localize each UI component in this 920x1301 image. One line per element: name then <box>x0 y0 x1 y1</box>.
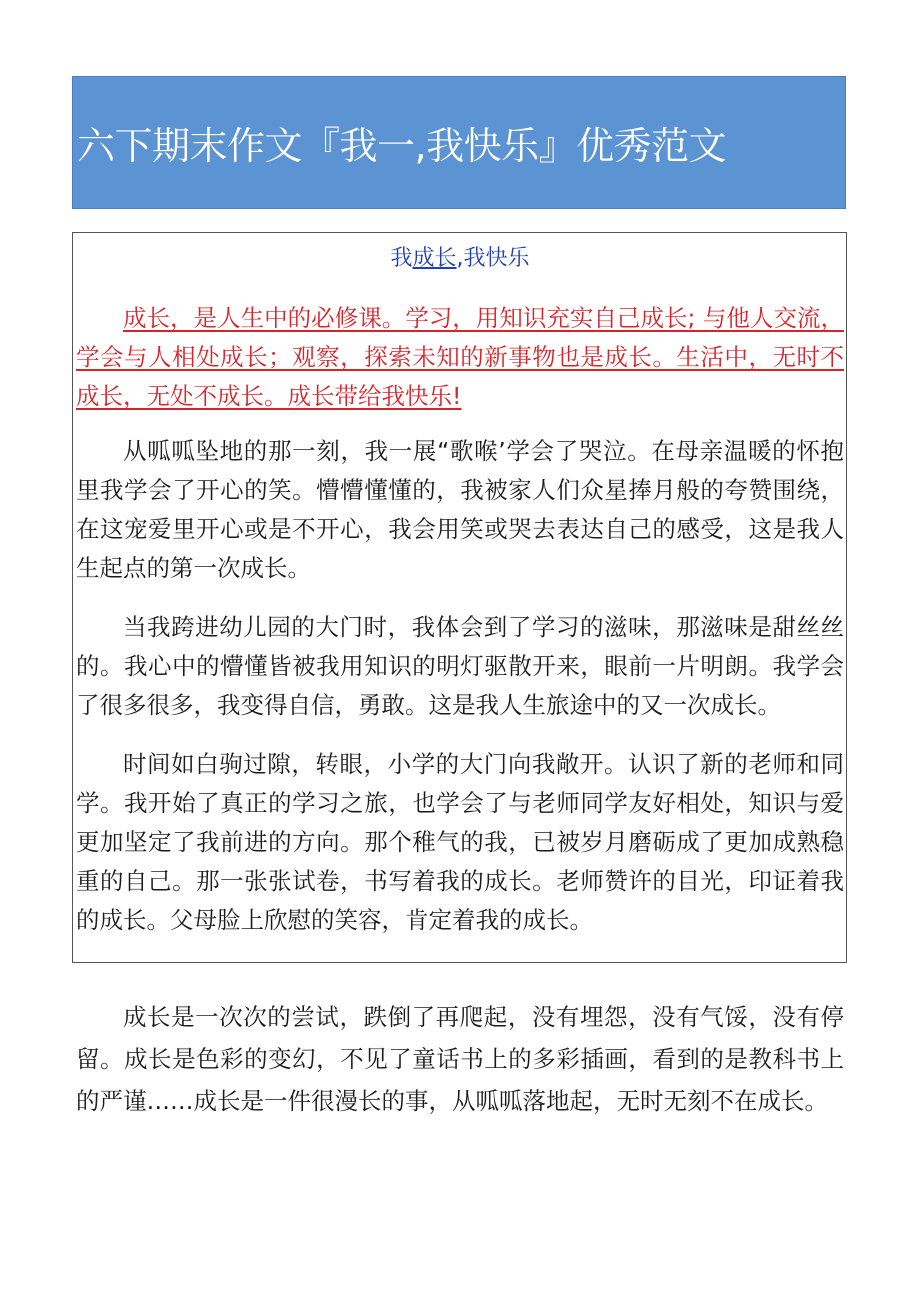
title-banner <box>72 76 846 209</box>
essay-paragraph-3: 时间如白驹过隙，转眼，小学的大门向我敞开。认识了新的老师和同学。我开始了真正的学习之旅，也学会了与老师同学友好相处，知识与爱更加坚定了我前进的方向。那个稚气的我，已被岁月磨砺成了更加成熟稳重的自己。那一张张试卷，书写着我的成长。老师赞许的目光，印证着我的成长。父母脸上欣慰的笑容，肯定着我的成长。 <box>76 750 844 934</box>
essay-paragraph-2: 当我跨进幼儿园的大门时，我体会到了学习的滋味，那滋味是甜丝丝的。我心中的懵懂皆被我用知识的明灯驱散开来，眼前一片明朗。我学会了很多很多，我变得自信，勇敢。这是我人生旅途中的又一次成长。 <box>76 613 844 719</box>
essay-title-part2: 成长 <box>412 246 457 271</box>
essay-paragraph-1: 从呱呱坠地的那一刻，我一展“歌喉’学会了哭泣。在母亲温暖的怀抱里我学会了开心的笑。懵懵懂懂的，我被家人们众星捧月般的夸赞围绕，在这宠爱里开心或是不开心，我会用笑或哭去表达自己的感受，这是我人生起点的第一次成长。 <box>76 437 844 582</box>
essay-title-part1: 我 <box>390 246 413 271</box>
essay-intro: 成长，是人生中的必修课。学习，用知识充实自己成长; 与他人交流，学会与人相处成长；观察，探索未知的新事物也是成长。生活中，无时不成长，无处不成长。成长带给我快乐! <box>76 304 844 410</box>
closing-paragraph: 成长是一次次的尝试，跌倒了再爬起，没有埋怨，没有气馁，没有停留。成长是色彩的变幻，不见了童话书上的多彩插画，看到的是教科书上的严谨……成长是一件很漫长的事，从呱呱落地起，无时无刻不在成长。 <box>76 1003 844 1115</box>
page-title: 六下期末作文『我一,我快乐』优秀范文 <box>77 124 727 168</box>
essay-title-part3: ,我快乐 <box>456 246 530 271</box>
essay-title <box>0 244 920 274</box>
